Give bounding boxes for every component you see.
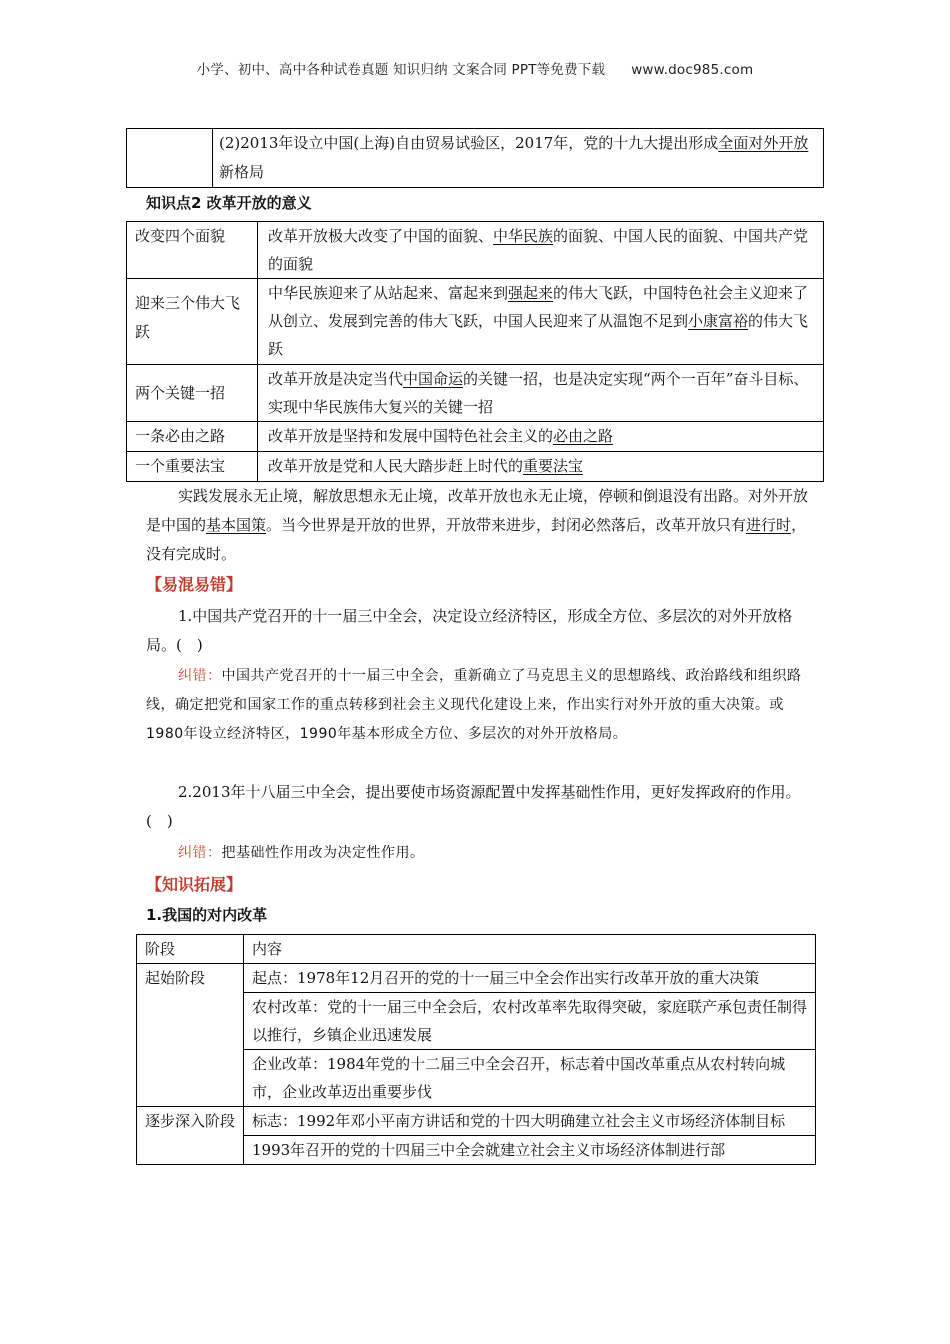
opening-table bbox=[126, 128, 824, 188]
row-content: 中华民族迎来了从站起来、富起来到强起来的伟大飞跃，中国特色社会主义迎来了从创立、发展到完善的伟大飞跃，中国人民迎来了从温饱不足到小康富裕的伟大飞跃 bbox=[258, 279, 824, 365]
stage-label: 逐步深入阶段 bbox=[137, 1107, 244, 1165]
correction-1: 纠错：中国共产党召开的十一届三中全会，重新确立了马克思主义的思想路线、政治路线和组织路线，确定把党和国家工作的重点转移到社会主义现代化建设上来，作出实行对外开放的重大决策。或1980年设立经济特区，1990年基本形成全方位、多层次的对外开放格局。 bbox=[146, 668, 802, 742]
key-term: 基本国策 bbox=[206, 516, 267, 534]
stage-label: 起始阶段 bbox=[137, 964, 244, 1107]
table-row bbox=[127, 365, 824, 422]
section-title: 知识点2 改革开放的意义 bbox=[146, 194, 312, 212]
row-label: 改变四个面貌 bbox=[127, 222, 258, 279]
table-row bbox=[137, 1107, 816, 1136]
confusion-heading: 【易混易错】 bbox=[146, 575, 243, 594]
stage-item: 1993年召开的党的十四届三中全会就建立社会主义市场经济体制进行部 bbox=[244, 1136, 816, 1165]
key-term: 小康富裕 bbox=[688, 312, 749, 330]
table-row bbox=[127, 279, 824, 365]
correction-2: 纠错：把基础性作用改为决定性作用。 bbox=[178, 845, 425, 861]
extension-heading: 【知识拓展】 bbox=[146, 875, 243, 894]
header-text: 小学、初中、高中各种试卷真题 知识归纳 文案合同 PPT等免费下载 bbox=[196, 62, 606, 78]
significance-table bbox=[126, 221, 824, 482]
stage-item: 企业改革：1984年党的十二届三中全会召开，标志着中国改革重点从农村转向城市，企业改革迈出重要步伐 bbox=[244, 1050, 816, 1107]
header-site-link[interactable]: www.doc985.com bbox=[631, 62, 754, 78]
empty-cell bbox=[127, 129, 213, 188]
stage-item: 标志：1992年邓小平南方讲话和党的十四大明确建立社会主义市场经济体制目标 bbox=[244, 1107, 816, 1136]
correction-tag: 纠错： bbox=[178, 845, 222, 861]
table-row bbox=[127, 422, 824, 452]
summary-paragraph: 实践发展永无止境，解放思想永无止境，改革开放也永无止境，停顿和倒退没有出路。对外开放是中国的基本国策。当今世界是开放的世界，开放带来进步，封闭必然落后，改革开放只有进行时，没有完成时。 bbox=[146, 487, 809, 563]
extension-subtitle: 1.我国的对内改革 bbox=[146, 906, 268, 924]
opening-cell: (2)2013年设立中国(上海)自由贸易试验区，2017年，党的十九大提出形成全面对外开放新格局 bbox=[213, 129, 824, 188]
table-header-row bbox=[137, 935, 816, 964]
key-term: 中国命运 bbox=[403, 370, 464, 388]
table-row bbox=[127, 452, 824, 482]
row-content: 改革开放是党和人民大踏步赶上时代的重要法宝 bbox=[258, 452, 824, 482]
key-term: 全面对外开放 bbox=[718, 134, 809, 152]
reform-table bbox=[136, 934, 816, 1165]
stage-item: 起点：1978年12月召开的党的十一届三中全会作出实行改革开放的重大决策 bbox=[244, 964, 816, 993]
row-label: 两个关键一招 bbox=[127, 365, 258, 422]
row-content: 改革开放是坚持和发展中国特色社会主义的必由之路 bbox=[258, 422, 824, 452]
page-header bbox=[0, 58, 950, 78]
correction-tag: 纠错： bbox=[178, 668, 222, 684]
key-term: 重要法宝 bbox=[523, 457, 584, 475]
col-header-stage: 阶段 bbox=[137, 935, 244, 964]
row-label: 一条必由之路 bbox=[127, 422, 258, 452]
key-term: 强起来 bbox=[508, 284, 554, 302]
col-header-content: 内容 bbox=[244, 935, 816, 964]
key-term: 中华民族 bbox=[493, 227, 554, 245]
key-term: 必由之路 bbox=[553, 427, 614, 445]
question-1: 1.中国共产党召开的十一届三中全会，决定设立经济特区，形成全方位、多层次的对外开放格局。( ) bbox=[146, 607, 793, 654]
question-2: 2.2013年十八届三中全会，提出要使市场资源配置中发挥基础性作用，更好发挥政府的作用。( ) bbox=[146, 783, 801, 830]
table-row bbox=[127, 222, 824, 279]
row-label: 一个重要法宝 bbox=[127, 452, 258, 482]
row-content: 改革开放是决定当代中国命运的关键一招，也是决定实现“两个一百年”奋斗目标、实现中华民族伟大复兴的关键一招 bbox=[258, 365, 824, 422]
row-label: 迎来三个伟大飞跃 bbox=[127, 279, 258, 365]
key-term: 进行时 bbox=[746, 516, 792, 534]
stage-item: 农村改革：党的十一届三中全会后，农村改革率先取得突破，家庭联产承包责任制得以推行，乡镇企业迅速发展 bbox=[244, 993, 816, 1050]
table-row bbox=[137, 964, 816, 993]
row-content: 改革开放极大改变了中国的面貌、中华民族的面貌、中国人民的面貌、中国共产党的面貌 bbox=[258, 222, 824, 279]
